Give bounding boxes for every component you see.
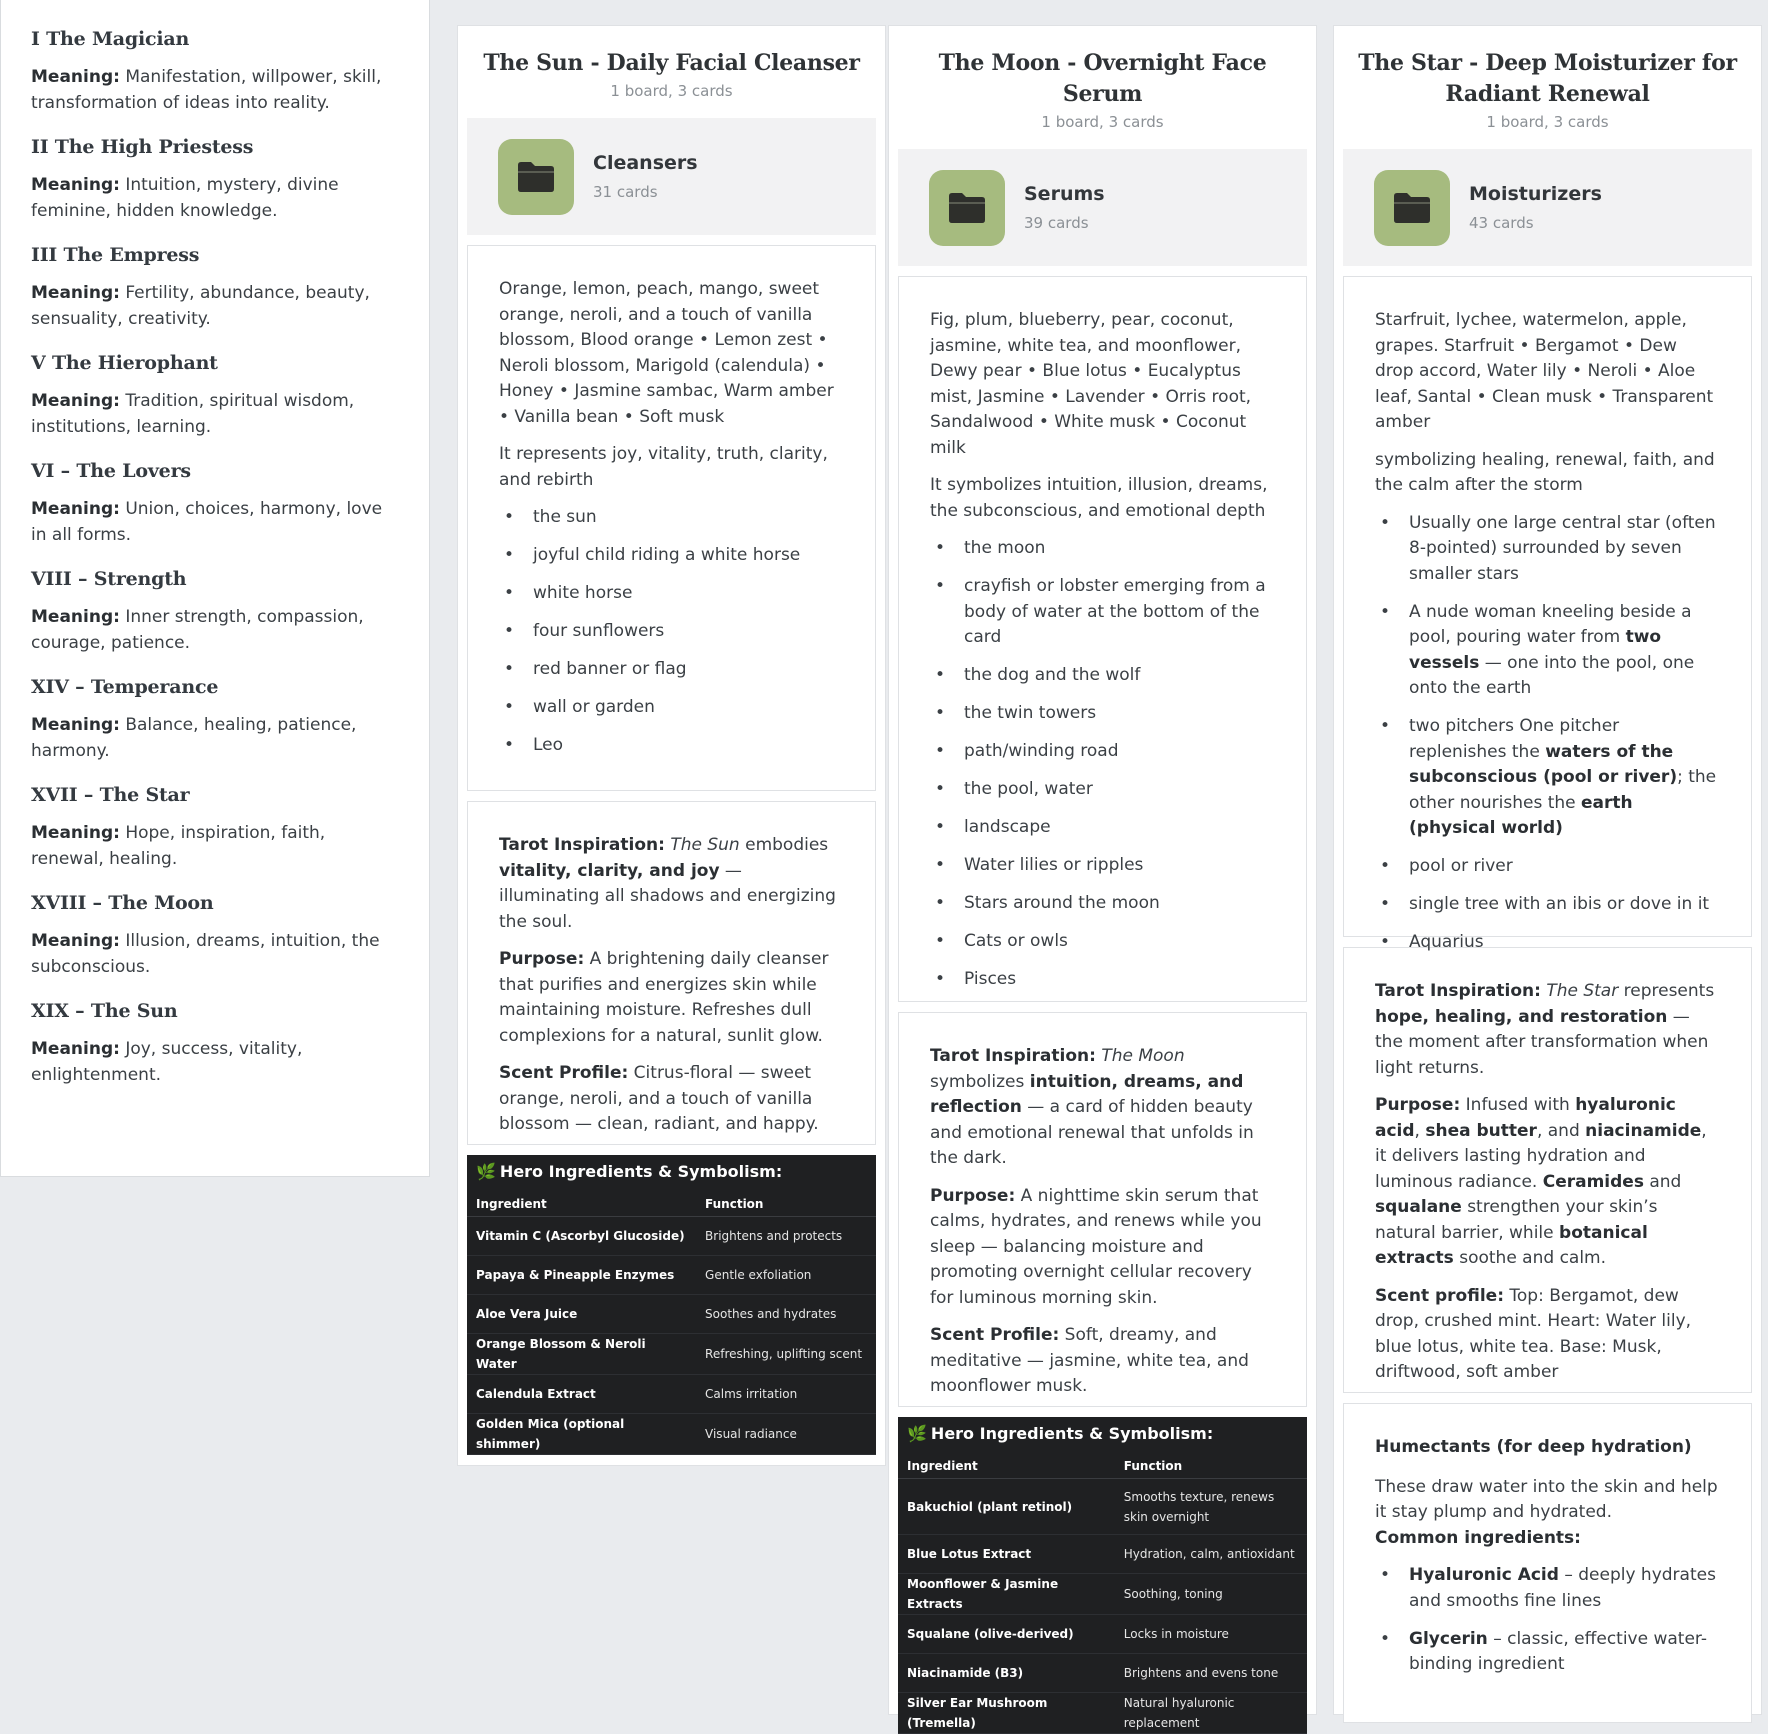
list-item: • two pitchers One pitcher replenishes the waters of the subconscious (pool or river); the other nourishes the earth (physical world): [1375, 714, 1720, 842]
table-row: Blue Lotus Extract Hydration, calm, antioxidant: [898, 1535, 1307, 1574]
hero-title: 🌿 Hero Ingredients & Symbolism:: [907, 1424, 1214, 1443]
table-row: Vitamin C (Ascorbyl Glucoside) Brightens and protects: [467, 1217, 876, 1256]
table-row: Golden Mica (optional shimmer) Visual radiance: [467, 1414, 876, 1455]
tarot-title: XVIII – The Moon: [31, 892, 214, 914]
board-card-cleansers[interactable]: [467, 118, 876, 235]
humectants-title: Humectants (for deep hydration): [1375, 1437, 1692, 1457]
list-item: • Cats or owls: [930, 929, 1275, 955]
scent-notes: Orange, lemon, peach, mango, sweet orange, neroli, and a touch of vanilla blossom, Blood orange • Lemon zest • Neroli blossom, Marigold (calendula) • Honey • Jasmine sambac, Warm amber • Vanilla bean • Soft musk: [499, 279, 834, 427]
tarot-meaning: Meaning: Joy, success, vitality, enlightenment.: [31, 1039, 303, 1085]
list-item: • path/winding road: [930, 739, 1275, 765]
column-header[interactable]: [458, 26, 885, 100]
humectants-text: These draw water into the skin and help it stay plump and hydrated.: [1375, 1476, 1718, 1522]
tarot-item: [31, 460, 399, 548]
hero-ingredients-card[interactable]: [898, 1417, 1307, 1734]
list-item: • the twin towers: [930, 701, 1275, 727]
tarot-meaning: Meaning: Manifestation, willpower, skill, transformation of ideas into reality.: [31, 67, 382, 113]
column-title: The Sun - Daily Facial Cleanser: [483, 50, 860, 76]
tarot-title: V The Hierophant: [31, 352, 218, 374]
list-item: • A nude woman kneeling beside a pool, pouring water from two vessels — one into the pool, one onto the earth: [1375, 600, 1720, 702]
note-card[interactable]: [1343, 276, 1752, 952]
tarot-meaning: Meaning: Fertility, abundance, beauty, sensuality, creativity.: [31, 283, 370, 329]
scent-notes: Starfruit, lychee, watermelon, apple, grapes. Starfruit • Bergamot • Dew drop accord, Water lily • Neroli • Aloe leaf, Santal • Clean musk • Transparent amber: [1375, 310, 1714, 432]
board-card-moisturizers[interactable]: [1343, 149, 1752, 266]
table-row: Orange Blossom & Neroli Water Refreshing, uplifting scent: [467, 1334, 876, 1375]
hero-title: 🌿 Hero Ingredients & Symbolism:: [476, 1162, 783, 1181]
scent-profile: Scent Profile: Citrus-floral — sweet orange, neroli, and a touch of vanilla blossom — clean, radiant, and happy.: [499, 1063, 819, 1134]
list-item: • Pisces: [930, 967, 1275, 993]
tarot-item: [31, 568, 399, 656]
list-item: • Water lilies or ripples: [930, 853, 1275, 879]
list-item: • single tree with an ibis or dove in it: [1375, 892, 1720, 918]
tarot-meaning: Meaning: Illusion, dreams, intuition, the subconscious.: [31, 931, 380, 977]
tarot-item: [31, 1000, 399, 1088]
table-row: Niacinamide (B3) Brightens and evens tone: [898, 1654, 1307, 1693]
folder-icon: [1374, 170, 1450, 246]
folder-icon: [929, 170, 1005, 246]
board-name: Cleansers: [593, 152, 698, 174]
column-moon: [888, 25, 1317, 1730]
card-symbolism: symbolizing healing, renewal, faith, and the calm after the storm: [1375, 449, 1715, 495]
column-subtitle: 1 board, 3 cards: [1041, 113, 1164, 131]
card-symbolism: It represents joy, vitality, truth, clarity, and rebirth: [499, 444, 828, 490]
tarot-title: XIX – The Sun: [31, 1000, 178, 1022]
note-card[interactable]: [898, 276, 1307, 1002]
tarot-inspiration: Tarot Inspiration: The Sun embodies vitality, clarity, and joy — illuminating all shadows and energizing the soul.: [499, 835, 836, 932]
column-header[interactable]: [889, 26, 1316, 131]
list-item: • Aquarius: [1375, 930, 1720, 956]
note-card[interactable]: [467, 801, 876, 1145]
table-header: Function: [1115, 1449, 1307, 1479]
purpose: Purpose: A nighttime skin serum that calms, hydrates, and renews while you sleep — balancing moisture and promoting overnight cellular recovery for luminous morning skin.: [930, 1185, 1262, 1308]
list-item: • joyful child riding a white horse: [499, 543, 844, 569]
tarot-item: [31, 28, 399, 116]
list-item: • pool or river: [1375, 854, 1720, 880]
tarot-meanings-card[interactable]: [0, 0, 430, 1177]
tarot-item: [31, 244, 399, 332]
symbol-list: [499, 505, 844, 759]
note-card[interactable]: [1343, 1403, 1752, 1723]
tarot-item: [31, 892, 399, 980]
ingredients-table: [898, 1449, 1307, 1734]
purpose: Purpose: A brightening daily cleanser that purifies and energizes skin while maintaining moisture. Refreshes dull complexions for a natural, sunlit glow.: [499, 949, 829, 1046]
tarot-item: [31, 676, 399, 764]
list-item: • the dog and the wolf: [930, 663, 1275, 689]
tarot-title: VI – The Lovers: [31, 460, 191, 482]
column-sun: [457, 25, 886, 1466]
purpose: Purpose: Infused with hyaluronic acid, shea butter, and niacinamide, it delivers lasting hydration and luminous radiance. Ceramides and squalane strengthen your skin’s natural barrier, while botanical extracts soothe and calm.: [1375, 1095, 1707, 1268]
scent-profile: Scent Profile: Soft, dreamy, and meditative — jasmine, white tea, and moonflower musk.: [930, 1325, 1249, 1396]
scent-notes: Fig, plum, blueberry, pear, coconut, jasmine, white tea, and moonflower, Dewy pear • Blue lotus • Eucalyptus mist, Jasmine • Lavender • Orris root, Sandalwood • White musk • Coconut milk: [930, 310, 1252, 458]
list-item: • red banner or flag: [499, 657, 844, 683]
list-item: • landscape: [930, 815, 1275, 841]
column-subtitle: 1 board, 3 cards: [1486, 113, 1609, 131]
tarot-title: VIII – Strength: [31, 568, 187, 590]
folder-icon: [498, 139, 574, 215]
tarot-item: [31, 784, 399, 872]
list-item: • Leo: [499, 733, 844, 759]
table-row: Moonflower & Jasmine Extracts Soothing, toning: [898, 1574, 1307, 1615]
tarot-title: I The Magician: [31, 28, 190, 50]
tarot-meaning: Meaning: Intuition, mystery, divine feminine, hidden knowledge.: [31, 175, 339, 221]
list-item: • the sun: [499, 505, 844, 531]
list-item: • four sunflowers: [499, 619, 844, 645]
tarot-meaning: Meaning: Union, choices, harmony, love in all forms.: [31, 499, 383, 545]
tarot-title: XVII – The Star: [31, 784, 190, 806]
list-item: • Hyaluronic Acid – deeply hydrates and smooths fine lines: [1375, 1563, 1720, 1614]
list-item: • crayfish or lobster emerging from a body of water at the bottom of the card: [930, 574, 1275, 651]
note-card[interactable]: [898, 1012, 1307, 1407]
board-name: Moisturizers: [1469, 183, 1602, 205]
list-item: • white horse: [499, 581, 844, 607]
column-subtitle: 1 board, 3 cards: [610, 82, 733, 100]
board-count: 31 cards: [593, 183, 658, 201]
leaf-icon: 🌿: [476, 1162, 496, 1181]
tarot-title: XIV – Temperance: [31, 676, 219, 698]
card-symbolism: It symbolizes intuition, illusion, dreams, the subconscious, and emotional depth: [930, 475, 1268, 521]
tarot-meaning: Meaning: Balance, healing, patience, harmony.: [31, 715, 357, 761]
list-item: • Stars around the moon: [930, 891, 1275, 917]
tarot-meaning: Meaning: Inner strength, compassion, courage, patience.: [31, 607, 364, 653]
table-header: Ingredient: [898, 1449, 1115, 1479]
scent-profile: Scent profile: Top: Bergamot, dew drop, crushed mint. Heart: Water lily, blue lotus, white tea. Base: Musk, driftwood, soft amber: [1375, 1285, 1692, 1382]
ingredients-table: [467, 1187, 876, 1455]
table-row: Silver Ear Mushroom (Tremella) Natural hyaluronic replacement: [898, 1693, 1307, 1734]
tarot-meaning: Meaning: Tradition, spiritual wisdom, institutions, learning.: [31, 391, 355, 437]
board-count: 43 cards: [1469, 214, 1534, 232]
symbol-list: [930, 536, 1275, 993]
board-card-serums[interactable]: [898, 149, 1307, 266]
table-row: Bakuchiol (plant retinol) Smooths texture, renews skin overnight: [898, 1479, 1307, 1535]
table-row: Calendula Extract Calms irritation: [467, 1375, 876, 1414]
humectant-list: [1375, 1563, 1720, 1678]
table-row: Papaya & Pineapple Enzymes Gentle exfoliation: [467, 1256, 876, 1295]
table-row: Aloe Vera Juice Soothes and hydrates: [467, 1295, 876, 1334]
hero-ingredients-card[interactable]: [467, 1155, 876, 1455]
common-ingredients-label: Common ingredients:: [1375, 1527, 1581, 1548]
list-item: • the pool, water: [930, 777, 1275, 803]
tarot-title: II The High Priestess: [31, 136, 254, 158]
list-item: • Glycerin – classic, effective water-binding ingredient: [1375, 1627, 1720, 1678]
column-title: The Moon - Overnight Face Serum: [938, 50, 1267, 107]
tarot-item: [31, 352, 399, 440]
table-row: Squalane (olive-derived) Locks in moisture: [898, 1615, 1307, 1654]
list-item: • the moon: [930, 536, 1275, 562]
table-header: Function: [696, 1187, 876, 1217]
tarot-inspiration: Tarot Inspiration: The Moon symbolizes intuition, dreams, and reflection — a card of hidden beauty and emotional renewal that unfolds in the dark.: [930, 1046, 1254, 1168]
board-count: 39 cards: [1024, 214, 1089, 232]
tarot-title: III The Empress: [31, 244, 200, 266]
note-card[interactable]: [1343, 947, 1752, 1393]
list-item: • Usually one large central star (often 8-pointed) surrounded by seven smaller stars: [1375, 511, 1720, 588]
column-star: [1333, 25, 1762, 1715]
table-header: Ingredient: [467, 1187, 696, 1217]
board-name: Serums: [1024, 183, 1105, 205]
tarot-meaning: Meaning: Hope, inspiration, faith, renewal, healing.: [31, 823, 326, 869]
symbol-list: [1375, 511, 1720, 956]
tarot-item: [31, 136, 399, 224]
leaf-icon: 🌿: [907, 1424, 927, 1443]
column-header[interactable]: [1334, 26, 1761, 131]
column-title: The Star - Deep Moisturizer for Radiant Renewal: [1358, 50, 1737, 107]
list-item: • wall or garden: [499, 695, 844, 721]
note-card[interactable]: [467, 245, 876, 791]
tarot-inspiration: Tarot Inspiration: The Star represents hope, healing, and restoration — the moment after transformation when light returns.: [1375, 981, 1715, 1078]
